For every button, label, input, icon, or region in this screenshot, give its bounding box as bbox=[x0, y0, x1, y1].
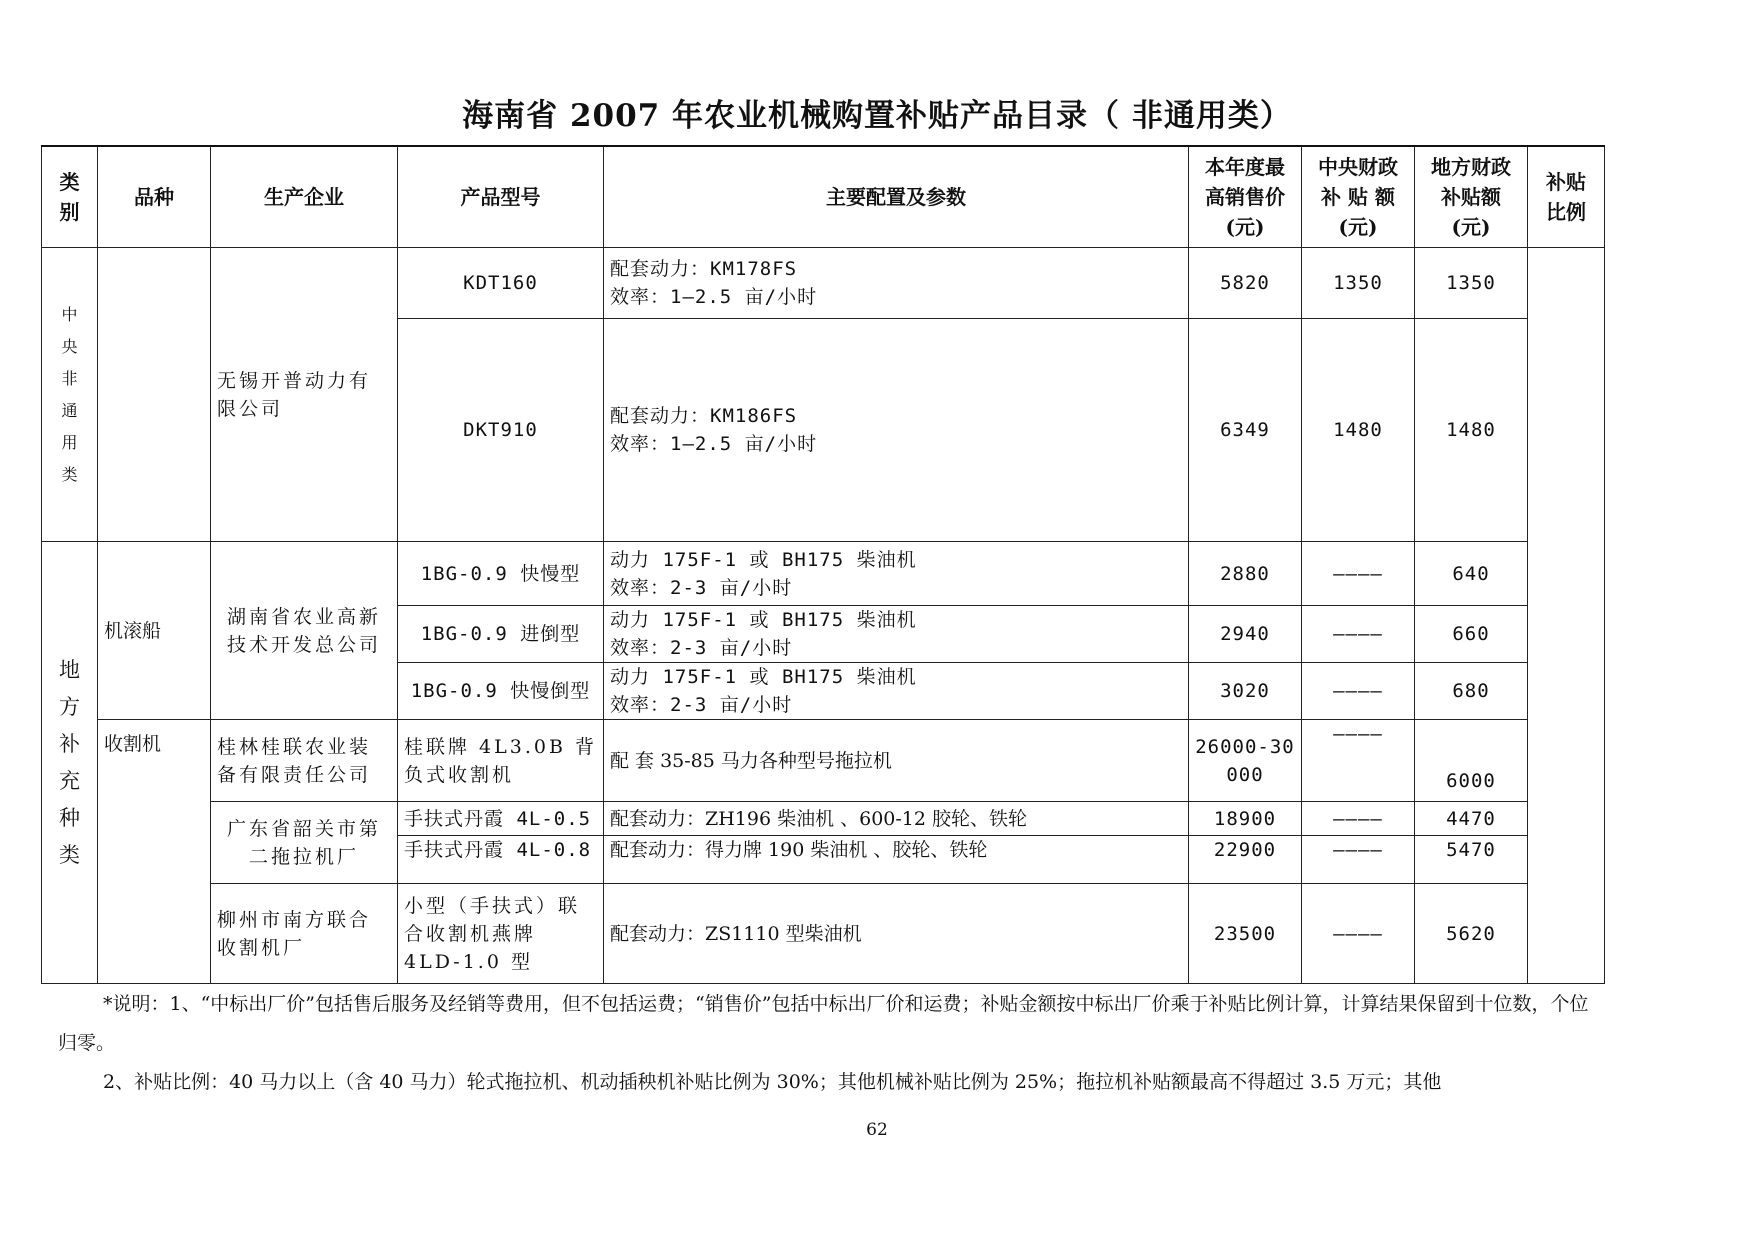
model-cell: 手扶式丹霞 4L-0.8 bbox=[398, 836, 604, 884]
page-title: 海南省 2007 年农业机械购置补贴产品目录（ 非通用类） bbox=[462, 98, 1292, 134]
footnotes bbox=[58, 985, 1606, 1102]
local-subsidy-cell: 5470 bbox=[1415, 836, 1528, 884]
page-number: 62 bbox=[866, 1120, 888, 1140]
central-subsidy-cell: ———— bbox=[1302, 720, 1415, 802]
subsidy-ratio-cell bbox=[1528, 248, 1605, 984]
local-subsidy-cell: 5620 bbox=[1415, 884, 1528, 984]
spec-cell: 动力 175F-1 或 BH175 柴油机 效率：2-3 亩/小时 bbox=[604, 663, 1189, 720]
spec-cell: 配套动力：KM186FS 效率：1—2.5 亩/小时 bbox=[604, 319, 1189, 542]
spec-cell: 动力 175F-1 或 BH175 柴油机 效率：2-3 亩/小时 bbox=[604, 606, 1189, 663]
model-cell: 1BG-0.9 快慢型 bbox=[398, 542, 604, 606]
max-price-cell: 5820 bbox=[1189, 248, 1302, 319]
header-spec: 主要配置及参数 bbox=[604, 146, 1189, 248]
central-subsidy-cell: ———— bbox=[1302, 663, 1415, 720]
model-cell: 小型（手扶式）联合收割机燕牌 4LD-1.0 型 bbox=[398, 884, 604, 984]
max-price-cell: 23500 bbox=[1189, 884, 1302, 984]
variety-cell: 机滚船 bbox=[98, 542, 211, 720]
central-subsidy-cell: 1480 bbox=[1302, 319, 1415, 542]
table-row bbox=[42, 248, 1605, 319]
max-price-cell: 2880 bbox=[1189, 542, 1302, 606]
spec-cell: 配套动力：得力牌 190 柴油机 、胶轮、铁轮 bbox=[604, 836, 1189, 884]
header-manufacturer: 生产企业 bbox=[211, 146, 398, 248]
table-header-row bbox=[42, 146, 1605, 248]
header-local-subsidy: 地方财政 补贴额 (元) bbox=[1415, 146, 1528, 248]
subsidy-catalog-table bbox=[41, 145, 1605, 984]
central-subsidy-cell: ———— bbox=[1302, 836, 1415, 884]
local-subsidy-cell: 6000 bbox=[1415, 720, 1528, 802]
model-cell: 手扶式丹霞 4L-0.5 bbox=[398, 802, 604, 836]
local-subsidy-cell: 680 bbox=[1415, 663, 1528, 720]
footnote-2: 2、补贴比例：40 马力以上（含 40 马力）轮式拖拉机、机动插秧机补贴比例为 30%；其他机械补贴比例为 25%；拖拉机补贴额最高不得超过 3.5 万元；其他 bbox=[103, 1071, 1442, 1093]
local-subsidy-cell: 1350 bbox=[1415, 248, 1528, 319]
manufacturer-cell: 桂林桂联农业装备有限责任公司 bbox=[211, 720, 398, 802]
header-central-subsidy: 中央财政 补 贴 额 (元) bbox=[1302, 146, 1415, 248]
local-subsidy-cell: 1480 bbox=[1415, 319, 1528, 542]
spec-cell: 配套动力：ZS1110 型柴油机 bbox=[604, 884, 1189, 984]
manufacturer-cell: 广东省韶关市第二拖拉机厂 bbox=[211, 802, 398, 884]
manufacturer-cell: 湖南省农业高新技术开发总公司 bbox=[211, 542, 398, 720]
max-price-cell: 22900 bbox=[1189, 836, 1302, 884]
spec-cell: 配套动力：KM178FS 效率：1—2.5 亩/小时 bbox=[604, 248, 1189, 319]
model-cell: 桂联牌 4L3.0B 背负式收割机 bbox=[398, 720, 604, 802]
table-row bbox=[42, 884, 1605, 984]
local-subsidy-cell: 660 bbox=[1415, 606, 1528, 663]
central-subsidy-cell: ———— bbox=[1302, 802, 1415, 836]
spec-cell: 配 套 35-85 马力各种型号拖拉机 bbox=[604, 720, 1189, 802]
header-subsidy-ratio: 补贴 比例 bbox=[1528, 146, 1605, 248]
model-cell: DKT910 bbox=[398, 319, 604, 542]
model-cell: 1BG-0.9 进倒型 bbox=[398, 606, 604, 663]
table-row bbox=[42, 720, 1605, 802]
central-subsidy-cell: ———— bbox=[1302, 606, 1415, 663]
group-local-supplement: 地 方 补 充 种 类 bbox=[42, 542, 98, 984]
max-price-cell: 3020 bbox=[1189, 663, 1302, 720]
max-price-cell: 18900 bbox=[1189, 802, 1302, 836]
max-price-cell: 2940 bbox=[1189, 606, 1302, 663]
header-model: 产品型号 bbox=[398, 146, 604, 248]
variety-cell bbox=[98, 248, 211, 542]
central-subsidy-cell: 1350 bbox=[1302, 248, 1415, 319]
table-row bbox=[42, 802, 1605, 836]
spec-cell: 动力 175F-1 或 BH175 柴油机 效率：2-3 亩/小时 bbox=[604, 542, 1189, 606]
header-max-price: 本年度最 高销售价 (元) bbox=[1189, 146, 1302, 248]
local-subsidy-cell: 4470 bbox=[1415, 802, 1528, 836]
header-variety: 品种 bbox=[98, 146, 211, 248]
central-subsidy-cell: ———— bbox=[1302, 542, 1415, 606]
footnote-1: *说明：1、“中标出厂价”包括售后服务及经销等费用，但不包括运费；“销售价”包括中标出厂价和运费；补贴金额按中标出厂价乘于补贴比例计算，计算结果保留到十位数，个位归零。 bbox=[58, 993, 1589, 1054]
spec-cell: 配套动力：ZH196 柴油机 、600-12 胶轮、铁轮 bbox=[604, 802, 1189, 836]
variety-cell: 收割机 bbox=[98, 720, 211, 984]
model-cell: 1BG-0.9 快慢倒型 bbox=[398, 663, 604, 720]
manufacturer-cell: 柳州市南方联合收割机厂 bbox=[211, 884, 398, 984]
table-row bbox=[42, 542, 1605, 606]
manufacturer-cell: 无锡开普动力有限公司 bbox=[211, 248, 398, 542]
model-cell: KDT160 bbox=[398, 248, 604, 319]
central-subsidy-cell: ———— bbox=[1302, 884, 1415, 984]
max-price-cell: 26000-30000 bbox=[1189, 720, 1302, 802]
header-category: 类 别 bbox=[42, 146, 98, 248]
group-central-nonuniversal: 中 央 非 通 用 类 bbox=[42, 248, 98, 542]
local-subsidy-cell: 640 bbox=[1415, 542, 1528, 606]
max-price-cell: 6349 bbox=[1189, 319, 1302, 542]
